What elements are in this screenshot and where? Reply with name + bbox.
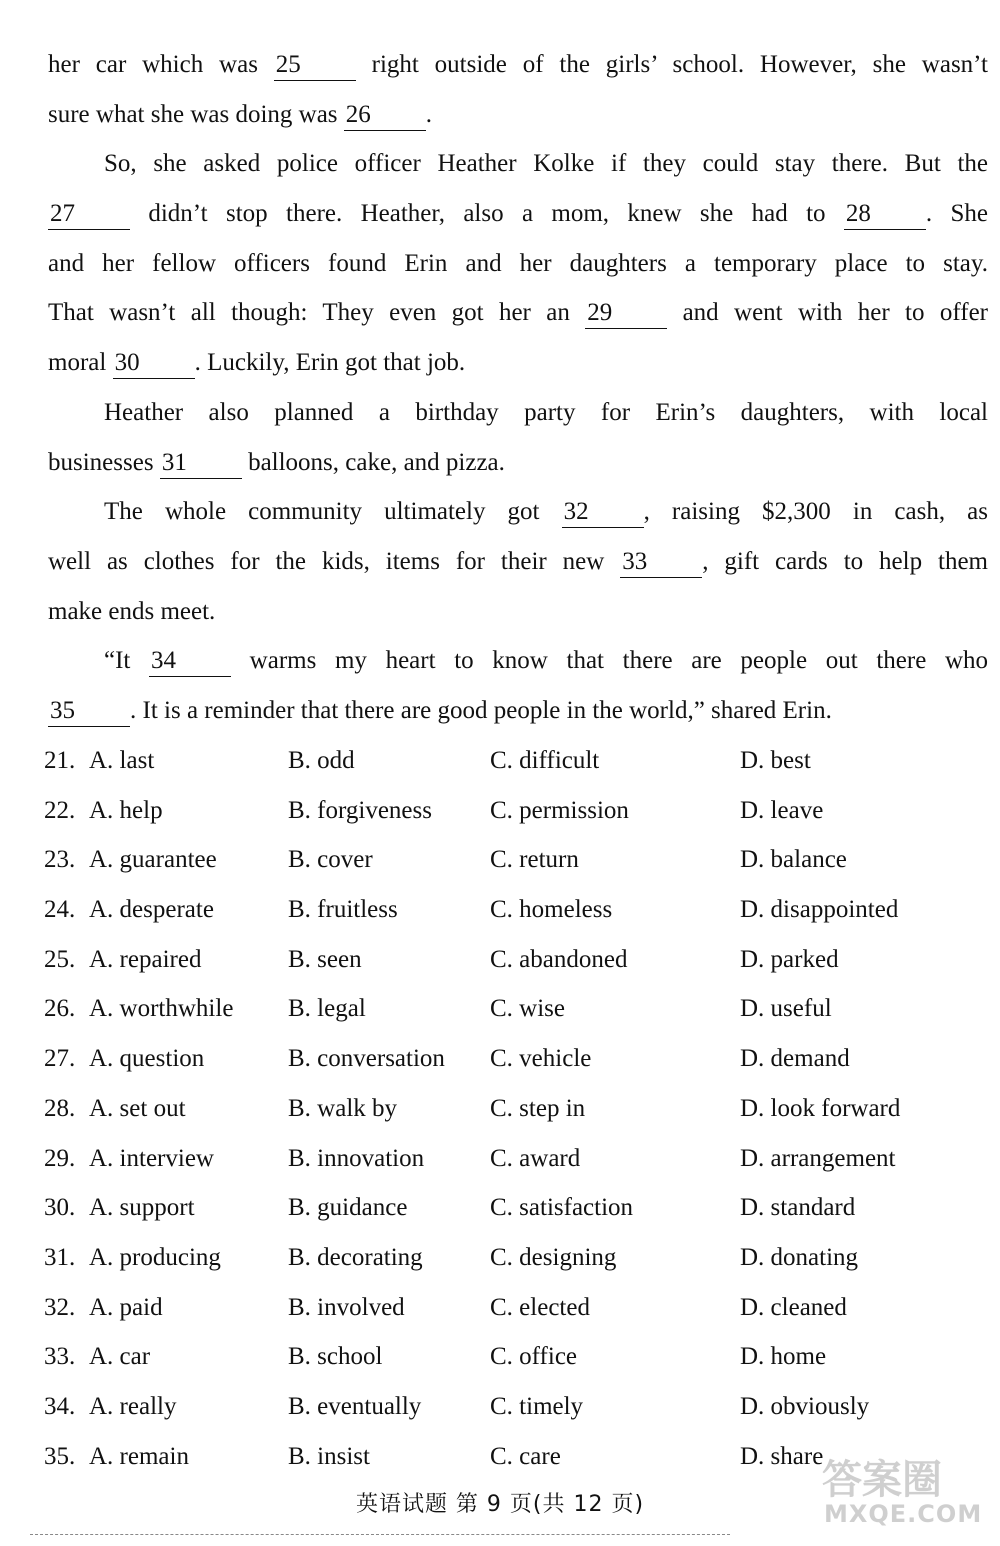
option-c: C. timely — [490, 1392, 584, 1420]
option-c: C. return — [490, 846, 579, 874]
passage-text: moral — [48, 349, 113, 377]
blank-number: 30 — [113, 348, 195, 379]
question-number: 24. — [44, 896, 76, 924]
option-d: D. disappointed — [740, 896, 899, 924]
option-a: A. set out — [89, 1094, 186, 1122]
option-a: A. support — [89, 1194, 195, 1222]
option-b: B. school — [288, 1343, 383, 1371]
question-number: 29. — [44, 1144, 76, 1172]
option-a: A. paid — [89, 1293, 163, 1321]
question-row — [44, 786, 984, 836]
option-d: D. parked — [740, 945, 839, 973]
option-c: C. step in — [490, 1094, 586, 1122]
question-row — [44, 1233, 984, 1283]
passage-line — [48, 487, 988, 537]
blank-number: 25 — [274, 50, 356, 81]
site-watermark — [822, 1448, 982, 1538]
passage-text: businesses — [48, 448, 160, 476]
blank-number: 32 — [562, 497, 644, 528]
option-b: B. forgiveness — [288, 796, 432, 824]
option-a: A. help — [89, 796, 163, 824]
option-b: B. decorating — [288, 1243, 423, 1271]
passage-text: , gift cards to help them — [702, 547, 988, 575]
option-b: B. eventually — [288, 1392, 422, 1420]
passage-line — [48, 90, 988, 140]
passage-line — [48, 40, 988, 90]
option-a: A. guarantee — [89, 846, 217, 874]
passage-text: . Luckily, Erin got that job. — [194, 349, 466, 377]
passage-text: Heather also planned a birthday party for Erin’s daughters, with local — [104, 398, 988, 426]
question-number: 25. — [44, 945, 76, 973]
question-number: 23. — [44, 846, 76, 874]
option-a: A. remain — [89, 1442, 189, 1470]
question-number: 22. — [44, 796, 76, 824]
passage-text: , raising $2,300 in cash, as — [643, 498, 989, 526]
option-c: C. wise — [490, 995, 565, 1023]
question-number: 35. — [44, 1442, 76, 1470]
question-row — [44, 736, 984, 786]
passage-text: balloons, cake, and pizza. — [241, 448, 505, 476]
option-d: D. useful — [740, 995, 832, 1023]
watermark-logo-en: MXQE.COM — [824, 1500, 983, 1528]
cloze-passage — [48, 40, 988, 736]
passage-text: . It is a reminder that there are good people in the world,” shared Erin. — [130, 696, 832, 724]
question-number: 31. — [44, 1243, 76, 1271]
option-b: B. walk by — [288, 1094, 398, 1122]
passage-line — [48, 388, 988, 438]
question-number: 26. — [44, 995, 76, 1023]
question-number: 32. — [44, 1293, 76, 1321]
option-b: B. innovation — [288, 1144, 425, 1172]
question-row — [44, 935, 984, 985]
option-b: B. seen — [288, 945, 362, 973]
option-b: B. legal — [288, 995, 366, 1023]
option-b: B. insist — [288, 1442, 370, 1470]
option-c: C. permission — [490, 796, 629, 824]
option-d: D. balance — [740, 846, 847, 874]
option-a: A. really — [89, 1392, 177, 1420]
option-d: D. cleaned — [740, 1293, 847, 1321]
question-number: 33. — [44, 1343, 76, 1371]
option-d: D. arrangement — [740, 1144, 896, 1172]
option-a: A. repaired — [89, 945, 202, 973]
question-row — [44, 1382, 984, 1432]
option-a: A. worthwhile — [89, 995, 234, 1023]
option-c: C. vehicle — [490, 1045, 592, 1073]
blank-number: 27 — [48, 199, 130, 230]
passage-text: . She — [925, 200, 989, 228]
option-a: A. last — [89, 747, 155, 774]
blank-number: 34 — [149, 646, 231, 677]
passage-text: her car which was — [48, 51, 274, 78]
blank-number: 26 — [344, 100, 426, 131]
question-number: 28. — [44, 1094, 76, 1122]
question-row — [44, 835, 984, 885]
question-number: 21. — [44, 747, 76, 774]
question-row — [44, 984, 984, 1034]
option-c: C. abandoned — [490, 945, 628, 973]
watermark-logo-cn: 答案圈 — [822, 1457, 942, 1503]
blank-number: 31 — [160, 448, 242, 479]
passage-line — [48, 537, 988, 587]
blank-number: 33 — [620, 547, 702, 578]
passage-text: right outside of the girls’ school. However, she wasn’t — [355, 51, 988, 78]
passage-text: The whole community ultimately got — [104, 498, 562, 526]
option-d: D. home — [740, 1343, 827, 1371]
passage-line — [48, 686, 988, 736]
passage-text: didn’t stop there. Heather, also a mom, knew she had to — [130, 200, 844, 228]
question-row — [44, 1332, 984, 1382]
option-d: D. leave — [740, 796, 824, 824]
question-row — [44, 1183, 984, 1233]
option-c: C. office — [490, 1343, 578, 1371]
question-number: 27. — [44, 1045, 76, 1073]
passage-line — [48, 189, 988, 239]
option-d: D. best — [740, 747, 811, 774]
passage-text: “It — [104, 647, 150, 675]
passage-line — [48, 636, 988, 686]
passage-text: warms my heart to know that there are people out there who — [231, 647, 988, 675]
passage-text: and went with her to offer — [667, 299, 988, 327]
option-a: A. desperate — [89, 896, 214, 924]
blank-number: 35 — [48, 696, 130, 727]
option-d: D. demand — [740, 1045, 850, 1073]
option-b: B. conversation — [288, 1045, 445, 1073]
passage-line — [48, 239, 988, 289]
option-a: A. interview — [89, 1144, 214, 1172]
option-b: B. odd — [288, 747, 355, 774]
option-c: C. homeless — [490, 896, 613, 924]
passage-line — [48, 288, 988, 338]
option-a: A. car — [89, 1343, 151, 1371]
passage-text: make ends meet. — [48, 597, 216, 625]
question-number: 34. — [44, 1392, 76, 1420]
option-d: D. donating — [740, 1243, 859, 1271]
passage-text: and her fellow officers found Erin and her daughters a temporary place to stay. — [48, 249, 988, 277]
passage-text: So, she asked police officer Heather Kolke if they could stay there. But the — [104, 150, 988, 178]
option-c: C. satisfaction — [490, 1194, 634, 1222]
option-d: D. standard — [740, 1194, 856, 1222]
option-b: B. fruitless — [288, 896, 398, 924]
option-d: D. share — [740, 1442, 824, 1470]
question-row — [44, 885, 984, 935]
option-c: C. difficult — [490, 747, 600, 774]
option-c: C. elected — [490, 1293, 590, 1321]
blank-number: 29 — [585, 298, 667, 329]
question-row — [44, 1283, 984, 1333]
question-number: 30. — [44, 1194, 76, 1222]
option-c: C. care — [490, 1442, 561, 1470]
passage-text: sure what she was doing was — [48, 100, 344, 128]
question-row — [44, 1134, 984, 1184]
page-footer: 英语试题 第 9 页(共 12 页) — [355, 1492, 645, 1517]
question-row — [44, 1084, 984, 1134]
passage-text: That wasn’t all though: They even got her an — [48, 299, 586, 327]
passage-text: well as clothes for the kids, items for their new — [48, 547, 621, 575]
option-b: B. cover — [288, 846, 373, 874]
option-b: B. involved — [288, 1293, 405, 1321]
passage-line — [48, 139, 988, 189]
passage-line — [48, 338, 988, 388]
option-b: B. guidance — [288, 1194, 408, 1222]
option-a: A. question — [89, 1045, 205, 1073]
passage-text: . — [425, 100, 433, 128]
cut-line — [30, 1534, 730, 1535]
passage-line — [48, 587, 988, 637]
option-a: A. producing — [89, 1243, 221, 1271]
answer-options — [44, 736, 984, 1481]
option-d: D. look forward — [740, 1094, 901, 1122]
passage-line — [48, 438, 988, 488]
question-row — [44, 1034, 984, 1084]
option-c: C. designing — [490, 1243, 617, 1271]
blank-number: 28 — [844, 199, 926, 230]
option-d: D. obviously — [740, 1392, 870, 1420]
option-c: C. award — [490, 1144, 581, 1172]
